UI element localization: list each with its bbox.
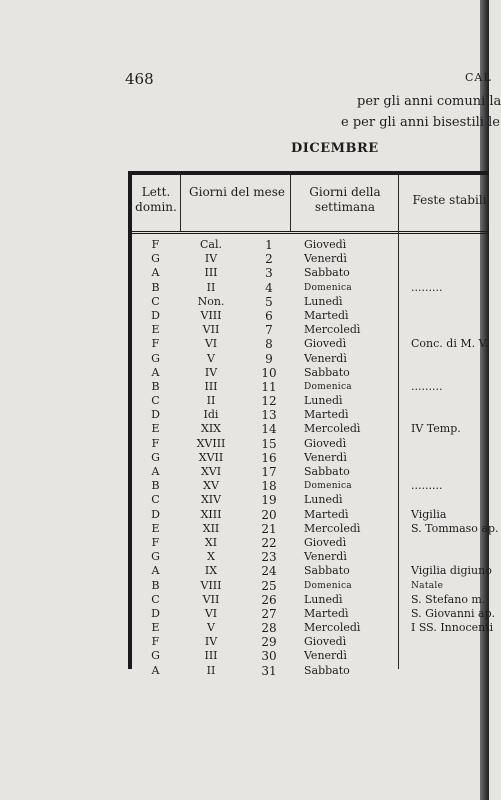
roman-day: X xyxy=(207,550,215,564)
table-row xyxy=(132,266,489,280)
roman-day: II xyxy=(206,280,216,294)
dominical-letter: A xyxy=(151,663,160,677)
roman-day: XI xyxy=(204,535,218,549)
roman-day: Non. xyxy=(197,294,225,308)
column-divider xyxy=(180,175,181,231)
roman-day: III xyxy=(204,266,218,280)
table-row xyxy=(132,521,499,536)
day-number: 24 xyxy=(261,564,277,579)
day-number: 25 xyxy=(261,578,277,593)
dominical-letter: D xyxy=(151,308,160,322)
roman-day: VI xyxy=(204,606,218,620)
feast: S. Stefano m. xyxy=(411,592,486,606)
table-row xyxy=(132,309,489,323)
weekday: Giovedì xyxy=(304,635,347,649)
feast: Vigilia digiuno xyxy=(411,564,492,578)
intro-line-1: per gli anni comuni la xyxy=(357,94,501,109)
dominical-letter: A xyxy=(151,365,160,379)
dominical-letter: D xyxy=(151,408,160,422)
weekday: Venerdì xyxy=(304,450,347,464)
roman-day: Idi xyxy=(203,408,219,422)
table-row xyxy=(132,536,489,550)
feast: ......... xyxy=(411,379,443,393)
dominical-letter: G xyxy=(151,450,160,464)
dominical-letter: F xyxy=(151,337,160,351)
header-giorni-settimana: Giorni della settimana xyxy=(309,185,381,214)
table-row xyxy=(132,465,489,479)
feast: Vigilia xyxy=(411,507,447,521)
running-head: CAL xyxy=(465,71,492,84)
roman-day: VII xyxy=(202,323,220,337)
feast: ......... xyxy=(411,479,443,493)
roman-day: VIII xyxy=(200,308,222,322)
day-number: 8 xyxy=(265,337,273,352)
weekday: Martedì xyxy=(304,606,349,620)
weekday: Mercoledì xyxy=(304,422,361,436)
weekday: Giovedì xyxy=(304,238,347,251)
table-row xyxy=(132,593,489,607)
weekday: Giovedì xyxy=(304,535,347,549)
column-divider xyxy=(290,175,291,231)
header-feste-stabili: Feste stabili xyxy=(412,193,487,207)
table-row xyxy=(132,479,489,493)
day-number: 15 xyxy=(261,436,277,451)
dominical-letter: C xyxy=(151,394,160,408)
dominical-letter: E xyxy=(151,422,160,436)
weekday: Martedì xyxy=(304,408,349,422)
table-row xyxy=(132,380,489,394)
dominical-letter: C xyxy=(151,592,160,606)
table-row xyxy=(132,451,489,465)
table-row xyxy=(132,295,489,309)
day-number: 27 xyxy=(261,606,277,621)
day-number: 10 xyxy=(261,365,277,380)
dominical-letter: A xyxy=(151,564,160,578)
roman-day: XVI xyxy=(200,465,222,478)
dominical-letter: A xyxy=(151,465,160,478)
weekday: Lunedì xyxy=(304,294,343,308)
feast: Natale xyxy=(411,580,444,591)
roman-day: IX xyxy=(204,564,218,578)
table-row xyxy=(132,664,489,678)
header-lett-domin: Lett. domin. xyxy=(135,185,177,214)
page-number: 468 xyxy=(125,70,154,88)
roman-day: VI xyxy=(204,337,218,351)
weekday: Sabbato xyxy=(304,266,350,280)
day-number: 3 xyxy=(265,266,273,281)
day-number: 29 xyxy=(261,635,277,650)
table-row xyxy=(132,352,489,366)
table-row xyxy=(132,508,489,522)
table-row xyxy=(132,252,489,266)
weekday: Giovedì xyxy=(304,337,347,351)
weekday: Martedì xyxy=(304,308,349,322)
table-row xyxy=(132,366,489,380)
dominical-letter: G xyxy=(151,252,160,266)
roman-day: VIII xyxy=(200,578,222,592)
dominical-letter: B xyxy=(151,479,160,493)
table-row xyxy=(132,238,489,252)
roman-day: XVII xyxy=(198,450,224,464)
feast: S. Giovanni ap. xyxy=(411,606,496,620)
table-row xyxy=(132,408,489,422)
day-number: 14 xyxy=(261,422,277,437)
dominical-letter: F xyxy=(151,535,160,549)
roman-day: IV xyxy=(204,635,218,649)
day-number: 12 xyxy=(261,394,277,409)
table-row xyxy=(132,579,489,593)
table-header xyxy=(132,175,489,234)
day-number: 17 xyxy=(261,465,277,479)
table-row xyxy=(132,337,489,351)
dominical-letter: G xyxy=(151,649,160,663)
roman-day: V xyxy=(207,351,215,365)
roman-day: II xyxy=(206,663,216,677)
weekday: Sabbato xyxy=(304,465,350,478)
day-number: 22 xyxy=(261,535,277,550)
weekday: Sabbato xyxy=(304,365,350,379)
weekday: Domenica xyxy=(304,580,352,591)
day-number: 20 xyxy=(261,507,277,522)
weekday: Mercoledì xyxy=(304,521,361,535)
dominical-letter: F xyxy=(151,436,160,450)
day-number: 28 xyxy=(261,621,277,636)
table-body xyxy=(132,238,499,678)
table-row xyxy=(132,394,489,408)
day-number: 23 xyxy=(261,550,277,565)
month-title: DICEMBRE xyxy=(291,141,379,156)
dominical-letter: B xyxy=(151,280,160,294)
roman-day: III xyxy=(204,649,218,663)
dominical-letter: E xyxy=(151,621,160,635)
weekday: Mercoledì xyxy=(304,323,361,337)
day-number: 6 xyxy=(265,308,273,323)
day-number: 4 xyxy=(265,280,273,295)
table-row xyxy=(132,621,494,636)
weekday: Venerdì xyxy=(304,550,347,564)
feast: Conc. di M. V. xyxy=(411,337,489,351)
day-number: 21 xyxy=(261,521,277,536)
table-row xyxy=(132,422,489,436)
calendar-table xyxy=(128,171,499,678)
dominical-letter: B xyxy=(151,379,160,393)
dominical-letter: E xyxy=(151,521,160,535)
dominical-letter: F xyxy=(151,238,160,251)
day-number: 1 xyxy=(265,238,273,252)
table-row xyxy=(132,493,489,507)
day-number: 11 xyxy=(261,379,277,394)
dominical-letter: B xyxy=(151,578,160,592)
dominical-letter: E xyxy=(151,323,160,337)
feast: ......... xyxy=(411,280,443,294)
day-number: 5 xyxy=(265,294,273,309)
roman-day: XIII xyxy=(200,507,222,521)
roman-day: XIX xyxy=(200,422,221,436)
roman-day: XV xyxy=(203,479,219,493)
roman-day: IV xyxy=(204,365,218,379)
weekday: Venerdì xyxy=(304,649,347,663)
weekday: Lunedì xyxy=(304,394,343,408)
roman-day: IV xyxy=(204,252,218,266)
roman-day: V xyxy=(207,621,215,635)
weekday: Lunedì xyxy=(304,592,343,606)
day-number: 2 xyxy=(265,252,273,267)
day-number: 31 xyxy=(261,663,277,678)
roman-day: III xyxy=(204,379,218,393)
dominical-letter: D xyxy=(151,507,160,521)
weekday: Venerdì xyxy=(304,351,347,365)
weekday: Sabbato xyxy=(304,564,350,578)
table-row xyxy=(132,635,489,649)
dominical-letter: C xyxy=(151,493,160,507)
day-number: 16 xyxy=(261,450,277,465)
roman-day: VII xyxy=(202,592,220,606)
dominical-letter: A xyxy=(151,266,160,280)
dominical-letter: G xyxy=(151,550,160,564)
roman-day: XII xyxy=(202,521,220,535)
roman-day: II xyxy=(206,394,216,408)
day-number: 26 xyxy=(261,592,277,607)
day-number: 19 xyxy=(261,493,277,508)
dominical-letter: F xyxy=(151,635,160,649)
table-row xyxy=(132,649,489,663)
weekday: Mercoledì xyxy=(304,621,361,635)
feast: I SS. Innocenti xyxy=(411,621,494,635)
intro-line-2: e per gli anni bisestili le xyxy=(341,115,500,130)
table-row xyxy=(132,564,492,579)
roman-day: XIV xyxy=(200,493,222,507)
dominical-letter: D xyxy=(151,606,160,620)
roman-day: Cal. xyxy=(200,238,222,251)
day-number: 9 xyxy=(265,351,273,366)
weekday: Sabbato xyxy=(304,663,350,677)
dominical-letter: G xyxy=(151,351,160,365)
weekday: Domenica xyxy=(304,481,352,492)
weekday: Martedì xyxy=(304,507,349,521)
table-row xyxy=(132,606,496,621)
roman-day: XVIII xyxy=(196,436,226,450)
dominical-letter: C xyxy=(151,294,160,308)
weekday: Domenica xyxy=(304,282,352,293)
header-giorni-mese: Giorni del mese xyxy=(189,185,285,199)
day-number: 18 xyxy=(261,479,277,494)
weekday: Venerdì xyxy=(304,252,347,266)
table-row xyxy=(132,281,489,295)
day-number: 30 xyxy=(261,649,277,664)
table-row xyxy=(132,550,489,564)
table-row xyxy=(132,323,489,337)
weekday: Giovedì xyxy=(304,436,347,450)
day-number: 7 xyxy=(265,323,273,338)
weekday: Lunedì xyxy=(304,493,343,507)
weekday: Domenica xyxy=(304,381,352,392)
feast: IV Temp. xyxy=(411,422,461,436)
feast: S. Tommaso ap. xyxy=(411,521,499,535)
table-row xyxy=(132,437,489,451)
day-number: 13 xyxy=(261,408,277,423)
